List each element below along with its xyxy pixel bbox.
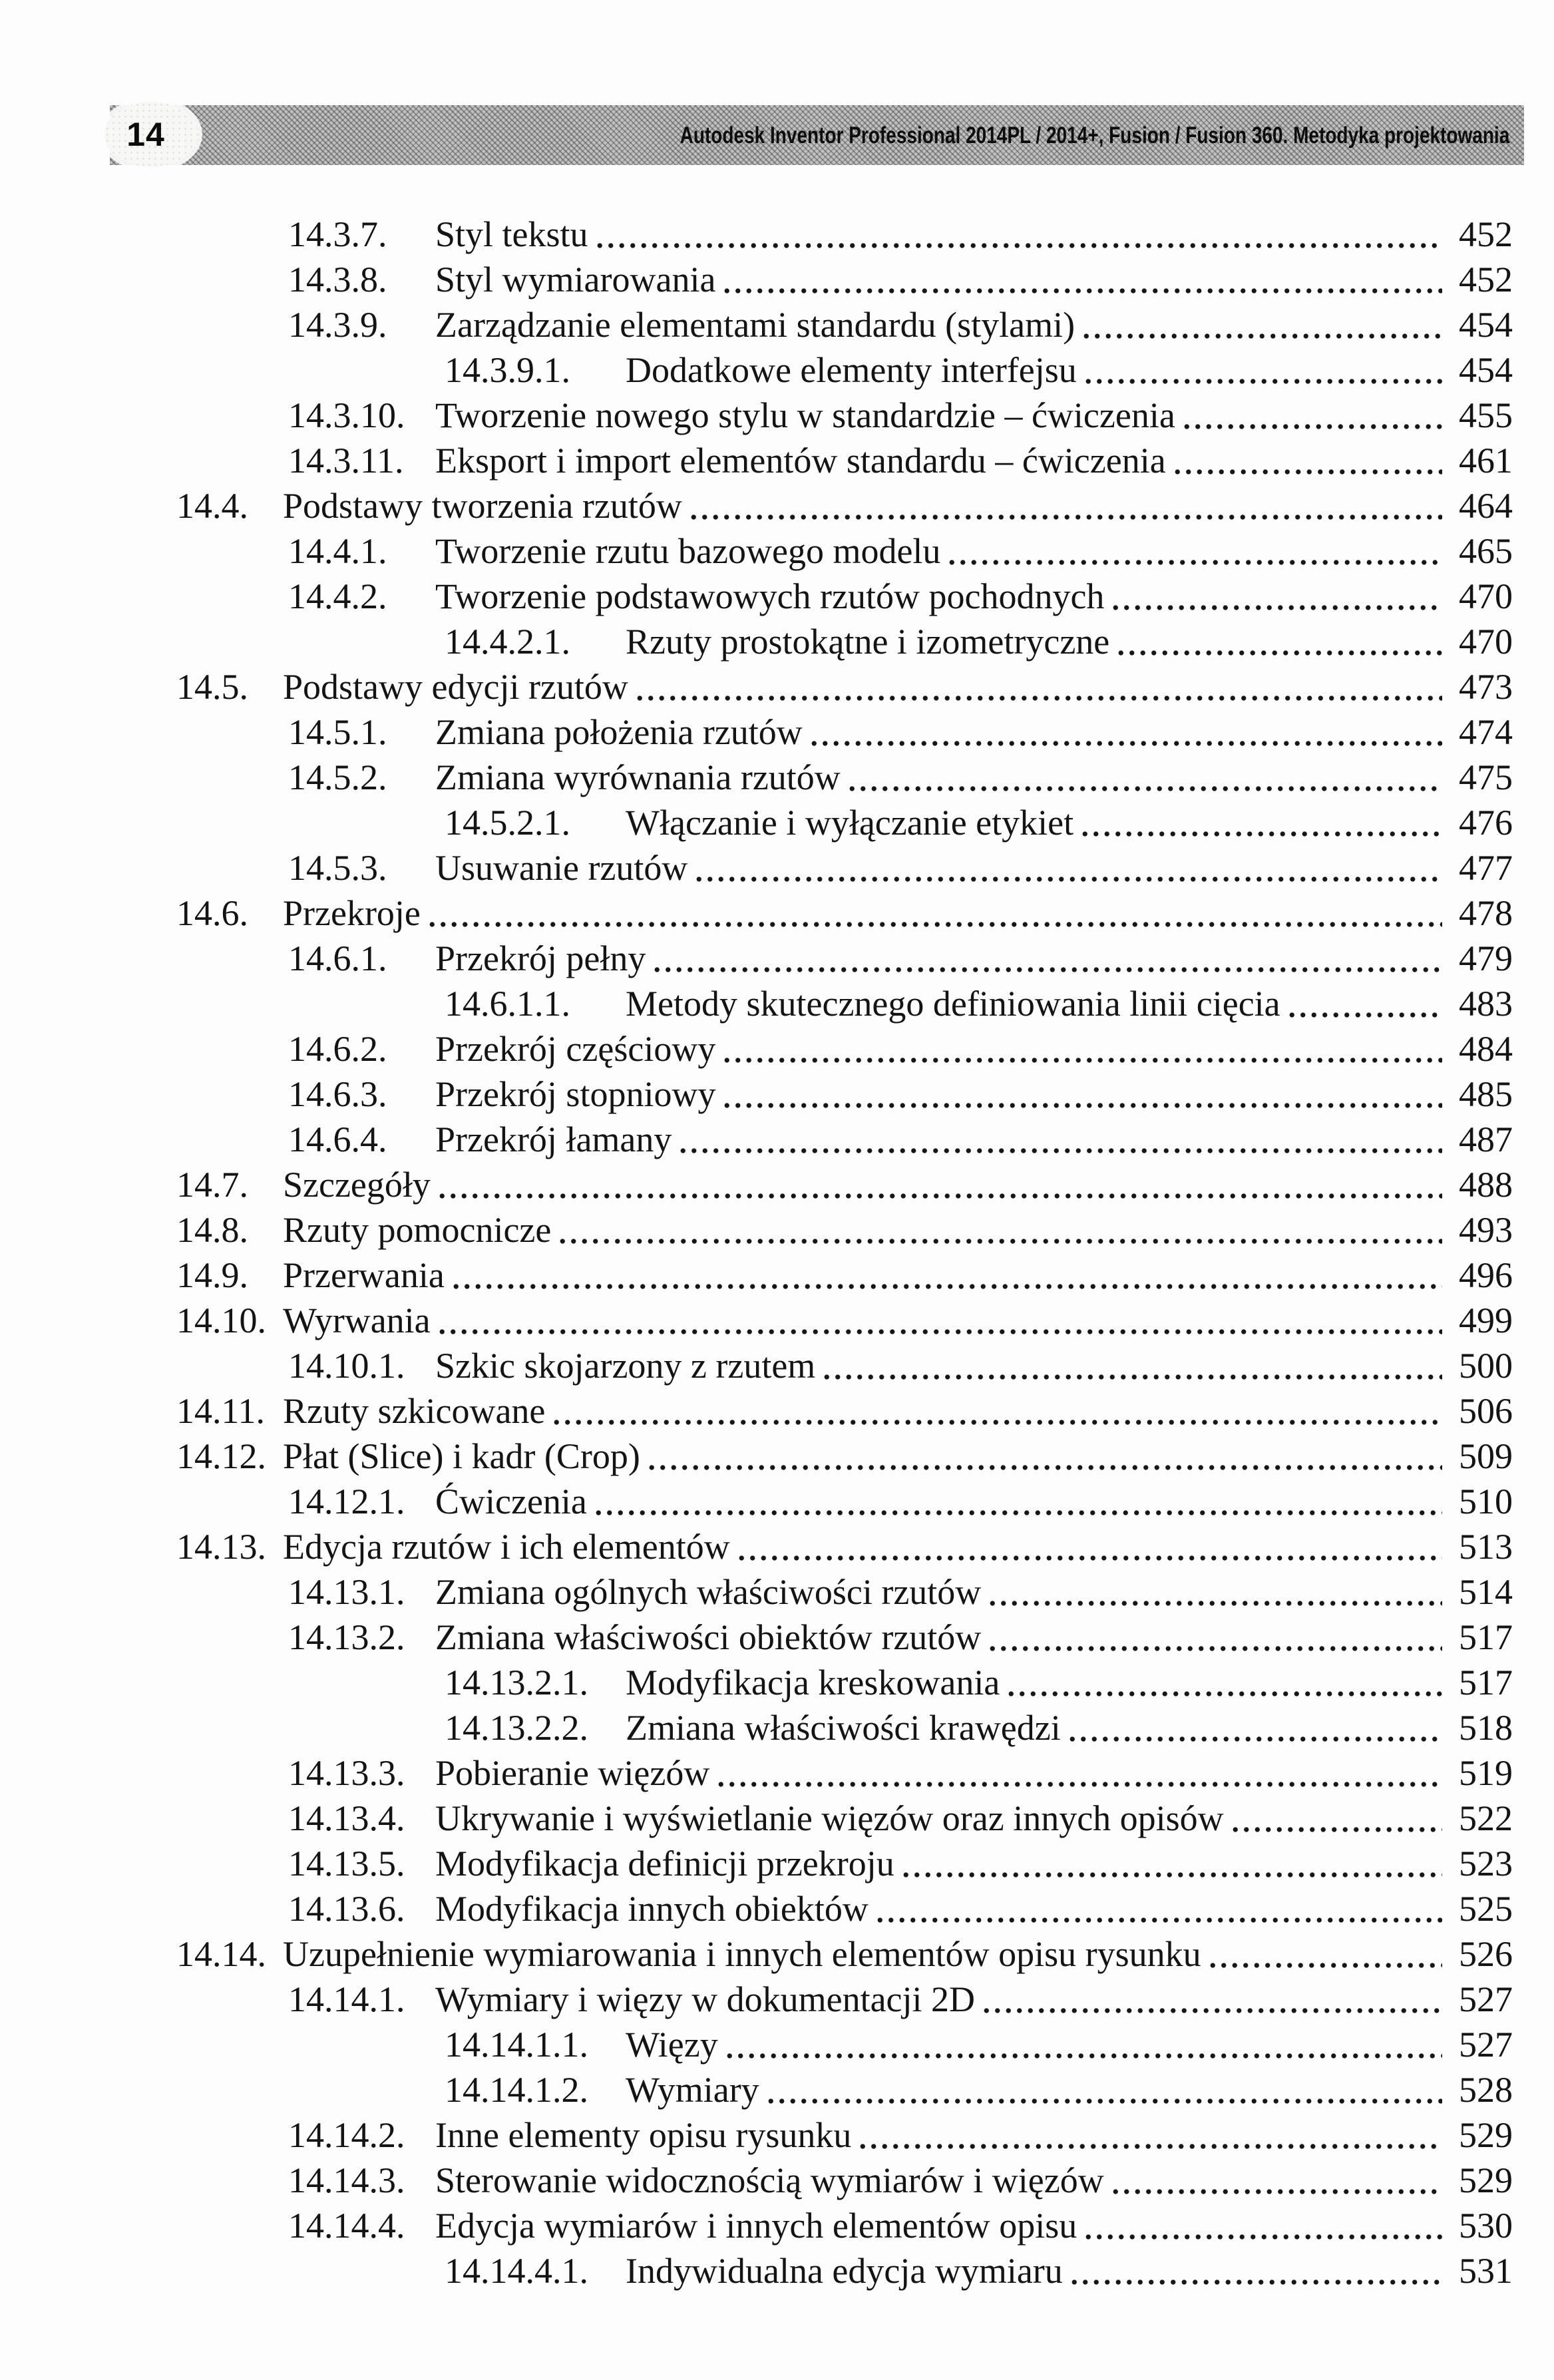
toc-entry-number: 14.12.1. — [288, 1482, 405, 1521]
toc-entry — [0, 1207, 1554, 1253]
toc-leader-dots — [821, 1374, 1442, 1380]
toc-entry-number: 14.14.1.1. — [445, 2025, 588, 2065]
toc-entry-page: 452 — [1459, 260, 1513, 299]
toc-entry-number: 14.3.7. — [288, 214, 387, 254]
toc-entry-number: 14.4.1. — [288, 531, 387, 571]
toc-entry-page: 465 — [1459, 531, 1513, 571]
toc-entry-number: 14.10. — [176, 1300, 266, 1340]
toc-entry-page: 523 — [1459, 1844, 1513, 1884]
toc-entry-number: 14.6.1.1. — [445, 984, 570, 1024]
toc-entry-title: Modyfikacja innych obiektów — [435, 1889, 869, 1929]
toc-leader-dots — [693, 877, 1442, 882]
toc-entry-title: Dodatkowe elementy interfejsu — [626, 350, 1077, 390]
toc-entry — [0, 845, 1554, 891]
toc-entry-title: Pobieranie więzów — [435, 1753, 710, 1793]
toc-leader-dots — [721, 1058, 1442, 1063]
toc-entry — [0, 302, 1554, 347]
toc-entry-page: 510 — [1459, 1482, 1513, 1521]
toc-entry — [0, 528, 1554, 574]
toc-entry — [0, 1750, 1554, 1796]
toc-entry-number: 14.13.1. — [288, 1572, 405, 1612]
toc-leader-dots — [1286, 1012, 1442, 1018]
toc-entry — [0, 1524, 1554, 1569]
toc-entry — [0, 483, 1554, 528]
toc-entry-number: 14.3.9.1. — [445, 350, 570, 390]
toc-entry-number: 14.14.1.2. — [445, 2070, 588, 2110]
toc-entry-number: 14.5.2.1. — [445, 803, 570, 843]
toc-leader-dots — [1083, 379, 1442, 384]
toc-entry — [0, 1253, 1554, 1298]
toc-entry-page: 464 — [1459, 486, 1513, 526]
toc-leader-dots — [900, 1872, 1442, 1878]
toc-entry-title: Edycja wymiarów i innych elementów opisu — [435, 2206, 1077, 2246]
toc-entry-number: 14.7. — [176, 1165, 248, 1205]
toc-entry-title: Zmiana właściwości obiektów rzutów — [435, 1617, 982, 1657]
toc-leader-dots — [721, 1103, 1442, 1108]
toc-entry — [0, 1162, 1554, 1207]
toc-leader-dots — [987, 1601, 1442, 1606]
toc-entry-number: 14.14.1. — [288, 1979, 405, 2019]
toc-entry-page: 526 — [1459, 1934, 1513, 1974]
toc-entry — [0, 257, 1554, 302]
toc-entry — [0, 438, 1554, 483]
toc-entry — [0, 2067, 1554, 2112]
toc-entry-number: 14.4. — [176, 486, 248, 526]
toc-entry-title: Uzupełnienie wymiarowania i innych elementów opisu rysunku — [283, 1934, 1201, 1974]
toc-entry — [0, 755, 1554, 800]
toc-entry-page: 514 — [1459, 1572, 1513, 1612]
toc-entry-title: Wymiary i więzy w dokumentacji 2D — [435, 1979, 976, 2019]
toc-entry — [0, 1072, 1554, 1117]
toc-leader-dots — [1081, 333, 1442, 339]
toc-entry-number: 14.3.11. — [288, 441, 404, 481]
toc-entry-title: Edycja rzutów i ich elementów — [283, 1527, 730, 1567]
toc-leader-dots — [724, 2053, 1442, 2059]
toc-entry-number: 14.11. — [176, 1391, 265, 1431]
toc-entry-page: 475 — [1459, 757, 1513, 797]
toc-leader-dots — [715, 1782, 1442, 1787]
toc-entry-page: 485 — [1459, 1074, 1513, 1114]
toc-entry-number: 14.12. — [176, 1436, 266, 1476]
toc-leader-dots — [557, 1239, 1442, 1244]
toc-leader-dots — [1230, 1827, 1442, 1832]
toc-entry-page: 518 — [1459, 1708, 1513, 1748]
toc-entry-title: Płat (Slice) i kadr (Crop) — [283, 1436, 640, 1476]
toc-entry-page: 487 — [1459, 1119, 1513, 1159]
toc-entry-page: 531 — [1459, 2251, 1513, 2291]
toc-leader-dots — [721, 288, 1442, 294]
toc-entry — [0, 936, 1554, 981]
toc-leader-dots — [946, 560, 1442, 565]
toc-entry-page: 474 — [1459, 712, 1513, 752]
toc-entry-number: 14.14.2. — [288, 2115, 405, 2155]
toc-entry-page: 454 — [1459, 350, 1513, 390]
header-title: Autodesk Inventor Professional 2014PL / 2014+, Fusion / Fusion 360. Metodyka projektowania — [680, 122, 1509, 148]
toc-entry-title: Rzuty pomocnicze — [283, 1210, 552, 1250]
toc-entry-title: Tworzenie nowego stylu w standardzie – ćwiczenia — [435, 395, 1175, 435]
toc-entry-page: 478 — [1459, 893, 1513, 933]
toc-entry — [0, 1931, 1554, 1977]
toc-entry-title: Wymiary — [626, 2070, 759, 2110]
toc-entry-title: Modyfikacja kreskowania — [626, 1663, 1000, 1702]
toc-entry-title: Zmiana właściwości krawędzi — [626, 1708, 1061, 1748]
toc-entry — [0, 1388, 1554, 1434]
toc-entry — [0, 709, 1554, 755]
toc-leader-dots — [1115, 650, 1442, 656]
toc-entry-page: 529 — [1459, 2115, 1513, 2155]
toc-entry-title: Rzuty prostokątne i izometryczne — [626, 622, 1110, 662]
toc-entry — [0, 2203, 1554, 2248]
toc-leader-dots — [437, 1193, 1442, 1199]
toc-entry-number: 14.5.3. — [288, 848, 387, 888]
toc-leader-dots — [1110, 2189, 1442, 2194]
toc-entry — [0, 2022, 1554, 2067]
toc-entry-title: Szkic skojarzony z rzutem — [435, 1346, 816, 1386]
toc-leader-dots — [1006, 1691, 1442, 1696]
toc-entry-title: Przekroje — [283, 893, 421, 933]
toc-leader-dots — [437, 1329, 1442, 1334]
header-bar — [110, 105, 1524, 165]
toc-entry-title: Szczegóły — [283, 1165, 431, 1205]
toc-entry-number: 14.13. — [176, 1527, 266, 1567]
toc-entry-title: Zarządzanie elementami standardu (stylami) — [435, 305, 1075, 345]
toc-entry — [0, 1343, 1554, 1388]
toc-entry-page: 522 — [1459, 1798, 1513, 1838]
toc-entry-title: Ćwiczenia — [435, 1482, 587, 1521]
toc-entry-page: 496 — [1459, 1255, 1513, 1295]
toc-leader-dots — [736, 1555, 1442, 1561]
toc-entry-title: Eksport i import elementów standardu – ćwiczenia — [435, 441, 1166, 481]
toc-entry-number: 14.10.1. — [288, 1346, 405, 1386]
toc-leader-dots — [1069, 2280, 1442, 2285]
toc-leader-dots — [634, 695, 1442, 701]
toc-entry — [0, 2248, 1554, 2293]
toc-leader-dots — [1079, 831, 1442, 837]
toc-entry-page: 525 — [1459, 1889, 1513, 1929]
toc-entry-page: 479 — [1459, 938, 1513, 978]
toc-entry-title: Zmiana ogólnych właściwości rzutów — [435, 1572, 982, 1612]
toc-leader-dots — [451, 1284, 1442, 1289]
toc-entry-number: 14.6. — [176, 893, 248, 933]
toc-entry-number: 14.3.8. — [288, 260, 387, 299]
toc-leader-dots — [646, 1465, 1442, 1470]
toc-entry-page: 517 — [1459, 1617, 1513, 1657]
toc-entry-number: 14.3.10. — [288, 395, 405, 435]
toc-entry-number: 14.13.5. — [288, 1844, 405, 1884]
toc-entry-number: 14.13.6. — [288, 1889, 405, 1929]
toc-entry-title: Sterowanie widocznością wymiarów i więzów — [435, 2160, 1104, 2200]
toc-entry — [0, 212, 1554, 257]
toc-entry-number: 14.5. — [176, 667, 248, 707]
toc-entry-title: Zmiana położenia rzutów — [435, 712, 803, 752]
toc-entry-page: 461 — [1459, 441, 1513, 481]
toc-entry-page: 477 — [1459, 848, 1513, 888]
toc-entry-page: 470 — [1459, 622, 1513, 662]
toc-entry-number: 14.14.3. — [288, 2160, 405, 2200]
toc-entry-number: 14.14.4.1. — [445, 2251, 588, 2291]
toc-leader-dots — [765, 2098, 1442, 2104]
toc-entry-number: 14.8. — [176, 1210, 248, 1250]
toc-entry-title: Rzuty szkicowane — [283, 1391, 546, 1431]
toc-entry-page: 513 — [1459, 1527, 1513, 1567]
toc-entry-page: 493 — [1459, 1210, 1513, 1250]
toc-entry-number: 14.13.4. — [288, 1798, 405, 1838]
toc-entry-number: 14.6.3. — [288, 1074, 387, 1114]
toc-entry-page: 528 — [1459, 2070, 1513, 2110]
toc-entry-page: 500 — [1459, 1346, 1513, 1386]
toc-entry-page: 517 — [1459, 1663, 1513, 1702]
toc-leader-dots — [1181, 424, 1442, 429]
toc-entry-title: Modyfikacja definicji przekroju — [435, 1844, 894, 1884]
page-number-badge — [104, 102, 198, 167]
toc-entry-page: 499 — [1459, 1300, 1513, 1340]
toc-entry-page: 476 — [1459, 803, 1513, 843]
toc-entry-title: Styl wymiarowania — [435, 260, 716, 299]
toc-leader-dots — [874, 1917, 1442, 1923]
toc-entry-title: Tworzenie podstawowych rzutów pochodnych — [435, 576, 1105, 616]
toc-entry-title: Przekrój stopniowy — [435, 1074, 716, 1114]
toc-entry-number: 14.6.4. — [288, 1119, 387, 1159]
toc-entry-page: 527 — [1459, 1979, 1513, 2019]
toc-entry-title: Styl tekstu — [435, 214, 588, 254]
toc-entry — [0, 393, 1554, 438]
toc-leader-dots — [427, 922, 1442, 927]
toc-leader-dots — [652, 967, 1442, 972]
toc-leader-dots — [857, 2144, 1442, 2149]
toc-entry-title: Usuwanie rzutów — [435, 848, 688, 888]
toc-leader-dots — [1172, 469, 1442, 475]
toc-entry-page: 484 — [1459, 1029, 1513, 1069]
toc-entry-number: 14.6.2. — [288, 1029, 387, 1069]
toc-leader-dots — [1110, 605, 1442, 610]
toc-entry-number: 14.13.2.2. — [445, 1708, 588, 1748]
toc-entry — [0, 1026, 1554, 1072]
toc-entry-number: 14.13.2. — [288, 1617, 405, 1657]
toc-leader-dots — [847, 786, 1442, 791]
toc-entry — [0, 1705, 1554, 1750]
toc-entry — [0, 800, 1554, 845]
toc-leader-dots — [593, 1510, 1442, 1515]
toc-entry — [0, 1615, 1554, 1660]
toc-entry-title: Wyrwania — [283, 1300, 431, 1340]
toc-entry — [0, 1434, 1554, 1479]
toc-entry — [0, 664, 1554, 709]
toc-entry — [0, 2158, 1554, 2203]
toc-entry — [0, 1841, 1554, 1886]
toc-entry-title: Włączanie i wyłączanie etykiet — [626, 803, 1074, 843]
toc-entry-title: Tworzenie rzutu bazowego modelu — [435, 531, 941, 571]
toc-list — [0, 212, 1554, 2293]
toc-entry-title: Indywidualna edycja wymiaru — [626, 2251, 1063, 2291]
toc-entry-number: 14.6.1. — [288, 938, 387, 978]
toc-entry — [0, 1977, 1554, 2022]
toc-entry — [0, 619, 1554, 664]
toc-entry-title: Inne elementy opisu rysunku — [435, 2115, 852, 2155]
toc-entry-number: 14.5.2. — [288, 757, 387, 797]
toc-entry-page: 470 — [1459, 576, 1513, 616]
toc-entry-number: 14.4.2. — [288, 576, 387, 616]
toc-entry-page: 483 — [1459, 984, 1513, 1024]
toc-entry-page: 509 — [1459, 1436, 1513, 1476]
toc-entry — [0, 2112, 1554, 2158]
toc-entry-page: 529 — [1459, 2160, 1513, 2200]
toc-entry — [0, 574, 1554, 619]
toc-entry-page: 519 — [1459, 1753, 1513, 1793]
toc-entry-page: 530 — [1459, 2206, 1513, 2246]
toc-entry — [0, 1117, 1554, 1162]
toc-entry-number: 14.3.9. — [288, 305, 387, 345]
toc-leader-dots — [987, 1646, 1442, 1651]
toc-entry-number: 14.13.3. — [288, 1753, 405, 1793]
toc-entry — [0, 891, 1554, 936]
page-number: 14 — [126, 116, 165, 153]
toc-leader-dots — [551, 1420, 1442, 1425]
toc-entry — [0, 981, 1554, 1026]
toc-entry-title: Podstawy edycji rzutów — [283, 667, 628, 707]
toc-entry-title: Przekrój pełny — [435, 938, 646, 978]
toc-leader-dots — [594, 243, 1442, 248]
toc-entry-page: 506 — [1459, 1391, 1513, 1431]
toc-entry — [0, 1886, 1554, 1931]
toc-entry-page: 452 — [1459, 214, 1513, 254]
toc-leader-dots — [1067, 1736, 1442, 1742]
toc-entry-number: 14.14.4. — [288, 2206, 405, 2246]
toc-leader-dots — [678, 1148, 1442, 1153]
toc-entry-number: 14.14. — [176, 1934, 266, 1974]
toc-entry-number: 14.9. — [176, 1255, 248, 1295]
toc-leader-dots — [981, 2008, 1442, 2013]
toc-entry-title: Więzy — [626, 2025, 718, 2065]
toc-entry-page: 473 — [1459, 667, 1513, 707]
toc-entry-title: Ukrywanie i wyświetlanie więzów oraz innych opisów — [435, 1798, 1224, 1838]
toc-entry — [0, 1479, 1554, 1524]
toc-entry — [0, 347, 1554, 393]
toc-leader-dots — [1207, 1963, 1442, 1968]
toc-entry-page: 527 — [1459, 2025, 1513, 2065]
toc-entry — [0, 1660, 1554, 1705]
toc-entry-number: 14.13.2.1. — [445, 1663, 588, 1702]
toc-entry-page: 454 — [1459, 305, 1513, 345]
toc-entry — [0, 1796, 1554, 1841]
toc-entry-title: Przekrój łamany — [435, 1119, 672, 1159]
toc-entry-page: 455 — [1459, 395, 1513, 435]
toc-entry-title: Przerwania — [283, 1255, 445, 1295]
toc-entry — [0, 1569, 1554, 1615]
toc-entry-page: 488 — [1459, 1165, 1513, 1205]
toc-entry-title: Podstawy tworzenia rzutów — [283, 486, 682, 526]
toc-entry-number: 14.4.2.1. — [445, 622, 570, 662]
toc-entry-title: Metody skutecznego definiowania linii cięcia — [626, 984, 1280, 1024]
toc-entry-title: Przekrój częściowy — [435, 1029, 716, 1069]
toc-leader-dots — [809, 741, 1442, 746]
toc-entry — [0, 1298, 1554, 1343]
toc-entry-number: 14.5.1. — [288, 712, 387, 752]
toc-leader-dots — [688, 514, 1442, 520]
toc-leader-dots — [1083, 2234, 1442, 2240]
toc-entry-title: Zmiana wyrównania rzutów — [435, 757, 841, 797]
